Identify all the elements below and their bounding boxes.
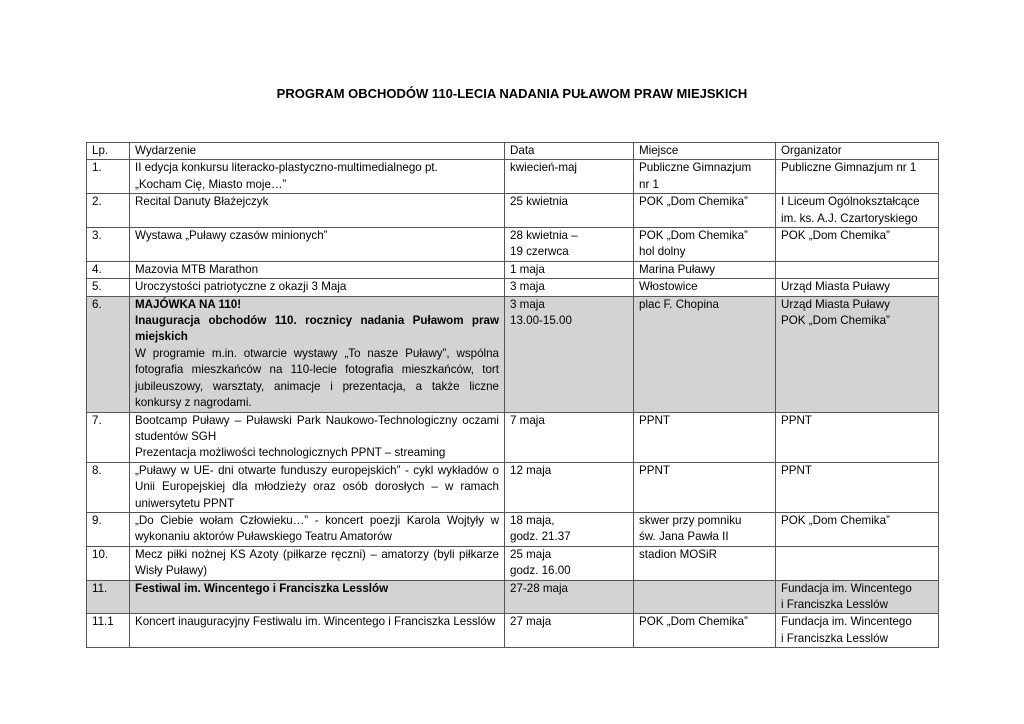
row-date: 25 maja godz. 16.00 bbox=[505, 546, 634, 580]
row-place: POK „Dom Chemika” bbox=[634, 194, 776, 228]
program-table bbox=[86, 142, 939, 648]
row-place: Włostowice bbox=[634, 279, 776, 296]
row-event: II edycja konkursu literacko-plastyczno-multimedialnego pt. „Kocham Cię, Miasto moje…” bbox=[130, 160, 505, 194]
row-date: 28 kwietnia – 19 czerwca bbox=[505, 228, 634, 262]
table-row bbox=[87, 462, 939, 512]
table-row-highlighted bbox=[87, 580, 939, 614]
row-lp: 9. bbox=[87, 512, 130, 546]
row-lp: 5. bbox=[87, 279, 130, 296]
row-lp: 11. bbox=[87, 580, 130, 614]
row-date: 3 maja 13.00-15.00 bbox=[505, 296, 634, 412]
row-organizer: Urząd Miasta Puławy bbox=[776, 279, 939, 296]
row-organizer: Fundacja im. Wincentego i Franciszka Lesslów bbox=[776, 580, 939, 614]
row-lp: 7. bbox=[87, 412, 130, 462]
row-lp: 3. bbox=[87, 228, 130, 262]
row-date: 18 maja, godz. 21.37 bbox=[505, 512, 634, 546]
document-title: PROGRAM OBCHODÓW 110-LECIA NADANIA PUŁAWOM PRAW MIEJSKICH bbox=[276, 86, 748, 101]
row-date: 12 maja bbox=[505, 462, 634, 512]
row-organizer: POK „Dom Chemika” bbox=[776, 228, 939, 262]
row-event: Festiwal im. Wincentego i Franciszka Lesslów bbox=[130, 580, 505, 614]
row-date: kwiecień-maj bbox=[505, 160, 634, 194]
row-event: Wystawa „Puławy czasów minionych” bbox=[130, 228, 505, 262]
row-place: POK „Dom Chemika” hol dolny bbox=[634, 228, 776, 262]
table-row bbox=[87, 228, 939, 262]
row-place: stadion MOSiR bbox=[634, 546, 776, 580]
row-lp: 1. bbox=[87, 160, 130, 194]
row-place: Publiczne Gimnazjum nr 1 bbox=[634, 160, 776, 194]
row-organizer: PPNT bbox=[776, 462, 939, 512]
row-place: plac F. Chopina bbox=[634, 296, 776, 412]
row-place: skwer przy pomniku św. Jana Pawła II bbox=[634, 512, 776, 546]
row-lp: 6. bbox=[87, 296, 130, 412]
row-date: 3 maja bbox=[505, 279, 634, 296]
row-organizer: Fundacja im. Wincentego i Franciszka Lesslów bbox=[776, 614, 939, 648]
row-organizer bbox=[776, 261, 939, 278]
table-row bbox=[87, 279, 939, 296]
row-event: „Puławy w UE- dni otwarte funduszy europejskich” - cykl wykładów o Unii Europejskiej dla młodzieży oraz osób dorosłych – w ramach uniwersytetu PPNT bbox=[130, 462, 505, 512]
row-lp: 2. bbox=[87, 194, 130, 228]
row-event: Recital Danuty Błażejczyk bbox=[130, 194, 505, 228]
row-place: POK „Dom Chemika” bbox=[634, 614, 776, 648]
table-row bbox=[87, 261, 939, 278]
row-date: 27 maja bbox=[505, 614, 634, 648]
row-organizer: PPNT bbox=[776, 412, 939, 462]
row-lp: 4. bbox=[87, 261, 130, 278]
header-date: Data bbox=[505, 143, 634, 160]
row-date: 27-28 maja bbox=[505, 580, 634, 614]
table-row bbox=[87, 546, 939, 580]
row-place bbox=[634, 580, 776, 614]
row-event: Uroczystości patriotyczne z okazji 3 Maja bbox=[130, 279, 505, 296]
row-event bbox=[130, 296, 505, 412]
row-organizer: I Liceum Ogólnokształcące im. ks. A.J. Czartoryskiego bbox=[776, 194, 939, 228]
row-event: „Do Ciebie wołam Człowieku…” - koncert poezji Karola Wojtyły w wykonaniu aktorów Puławskiego Teatru Amatorów bbox=[130, 512, 505, 546]
row-event-description: W programie m.in. otwarcie wystawy „To nasze Puławy”, wspólna fotografia mieszkańców na 110-lecie fotografia mieszkańców, tort jubileuszowy, warsztaty, animacje i prezentacja, a także liczne konkursy z nagrodami. bbox=[135, 346, 499, 410]
row-event: Bootcamp Puławy – Puławski Park Naukowo-Technologiczny oczami studentów SGH Prezentacja możliwości technologicznych PPNT – streaming bbox=[130, 412, 505, 462]
row-event: Mazovia MTB Marathon bbox=[130, 261, 505, 278]
row-date: 25 kwietnia bbox=[505, 194, 634, 228]
table-row bbox=[87, 160, 939, 194]
row-lp: 11.1 bbox=[87, 614, 130, 648]
table-row bbox=[87, 412, 939, 462]
row-organizer bbox=[776, 546, 939, 580]
row-organizer: Urząd Miasta Puławy POK „Dom Chemika” bbox=[776, 296, 939, 412]
header-place: Miejsce bbox=[634, 143, 776, 160]
table-row bbox=[87, 194, 939, 228]
row-lp: 8. bbox=[87, 462, 130, 512]
row-lp: 10. bbox=[87, 546, 130, 580]
row-place: PPNT bbox=[634, 412, 776, 462]
table-row bbox=[87, 512, 939, 546]
row-organizer: POK „Dom Chemika” bbox=[776, 512, 939, 546]
row-place: PPNT bbox=[634, 462, 776, 512]
table-header-row bbox=[87, 143, 939, 160]
row-date: 7 maja bbox=[505, 412, 634, 462]
row-event: Koncert inauguracyjny Festiwalu im. Wincentego i Franciszka Lesslów bbox=[130, 614, 505, 648]
table-row bbox=[87, 614, 939, 648]
header-event: Wydarzenie bbox=[130, 143, 505, 160]
row-place: Marina Puławy bbox=[634, 261, 776, 278]
header-organizer: Organizator bbox=[776, 143, 939, 160]
row-organizer: Publiczne Gimnazjum nr 1 bbox=[776, 160, 939, 194]
row-date: 1 maja bbox=[505, 261, 634, 278]
header-lp: Lp. bbox=[87, 143, 130, 160]
table-row-highlighted bbox=[87, 296, 939, 412]
row-event: Mecz piłki nożnej KS Azoty (piłkarze ręczni) – amatorzy (byli piłkarze Wisły Puławy) bbox=[130, 546, 505, 580]
row-event-heading: MAJÓWKA NA 110! Inauguracja obchodów 110. rocznicy nadania Puławom praw miejskich bbox=[135, 297, 499, 344]
